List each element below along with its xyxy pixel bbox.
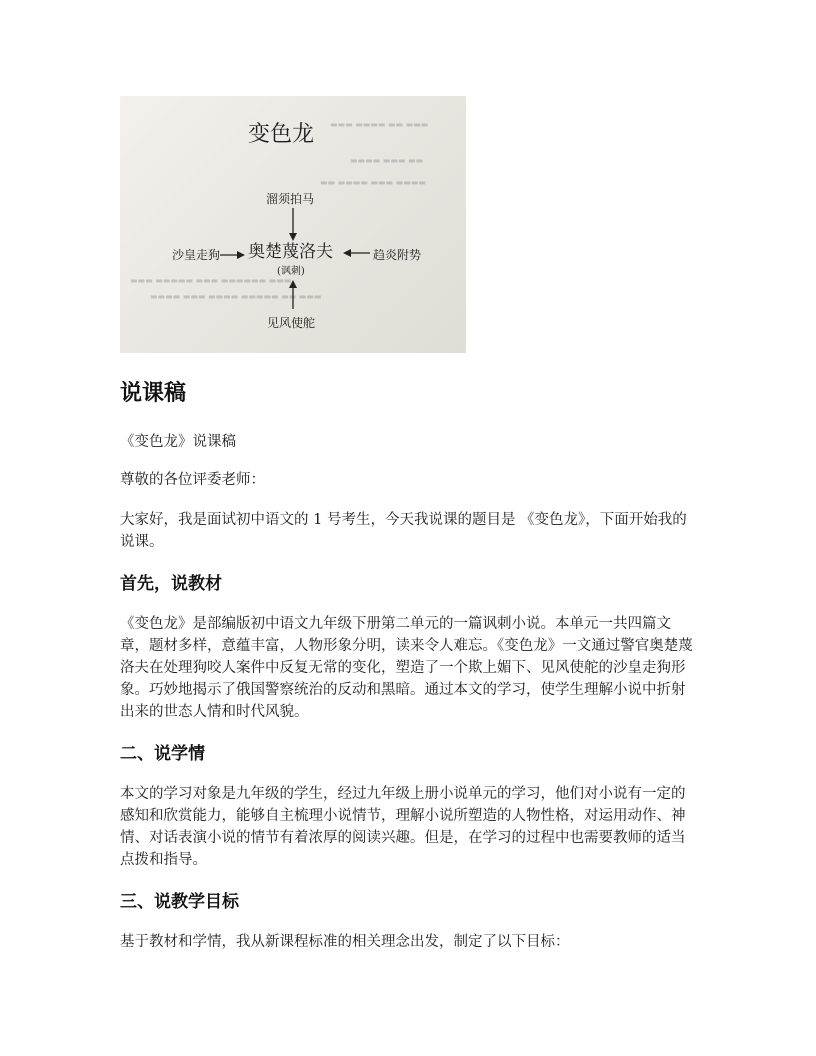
- arrow-left-head: [237, 251, 245, 259]
- arrow-bottom-head: [289, 280, 297, 288]
- section-students-paragraph: 本文的学习对象是九年级的学生，经过九年级上册小说单元的学习，他们对小说有一定的感知和欣赏能力，能够自主梳理小说情节，理解小说所塑造的人物性格，对运用动作、神情、对话表演小说的情节有着浓厚的阅读兴趣。但是，在学习的过程中也需要教师的适当点拨和指导。: [120, 786, 686, 868]
- arrow-right-head: [343, 249, 351, 257]
- handwritten-diagram-photo: ▬▬▬ ▬▬▬▬ ▬▬ ▬▬▬ ▬▬▬▬ ▬▬▬ ▬▬ ▬▬ ▬▬▬▬ ▬▬▬ ▬▬▬▬ ▬▬▬ ▬▬▬▬▬ ▬▬▬ ▬▬▬▬▬▬ ▬▬▬ ▬▬▬▬ ▬▬▬ ▬▬▬▬ ▬▬▬▬▬ ▬▬ ▬▬▬ 变色龙 溜须拍马 奥楚蔑洛夫 (讽刺) 沙皇走狗 趋炎附势 见风使舵: [120, 96, 466, 353]
- diagram-title: 变色龙: [248, 122, 315, 147]
- document-title: 说课稿: [120, 381, 187, 406]
- document-subtitle: 《变色龙》说课稿: [120, 434, 236, 450]
- intro-paragraph: 大家好，我是面试初中语文的 1 号考生，今天我说课的题目是 《变色龙》，下面开始我的说课。: [120, 512, 687, 550]
- section-textbook-paragraph: 《变色龙》是部编版初中语文九年级下册第二单元的一篇讽刺小说。本单元一共四篇文章，题材多样，意蕴丰富，人物形象分明，读来令人难忘。《变色龙》一文通过警官奥楚蔑洛夫在处理狗咬人案件中反复无常的变化，塑造了一个欺上媚下、见风使舵的沙皇走狗形象。巧妙地揭示了俄国警察统治的反动和黑暗。通过本文的学习，使学生理解小说中折射出来的世态人情和时代风貌。: [120, 616, 693, 720]
- diagram-node-center-note: (讽刺): [277, 266, 305, 277]
- diagram-node-left: 沙皇走狗: [172, 248, 221, 262]
- diagram-node-top: 溜须拍马: [266, 192, 315, 206]
- diagram-drawing: [120, 96, 466, 353]
- greeting-paragraph: 尊敬的各位评委老师：: [120, 472, 265, 488]
- diagram-node-center: 奥楚蔑洛夫: [248, 242, 333, 262]
- diagram-node-bottom: 见风使舵: [267, 316, 316, 330]
- section-heading-students: 二、说学情: [120, 744, 205, 764]
- diagram-node-right: 趋炎附势: [373, 248, 422, 262]
- section-heading-objectives: 三、说教学目标: [120, 892, 239, 912]
- section-heading-textbook: 首先，说教材: [120, 574, 222, 594]
- section-objectives-paragraph: 基于教材和学情，我从新课程标准的相关理念出发，制定了以下目标：: [120, 934, 570, 950]
- document-page: [120, 96, 696, 953]
- arrow-top-head: [289, 233, 297, 241]
